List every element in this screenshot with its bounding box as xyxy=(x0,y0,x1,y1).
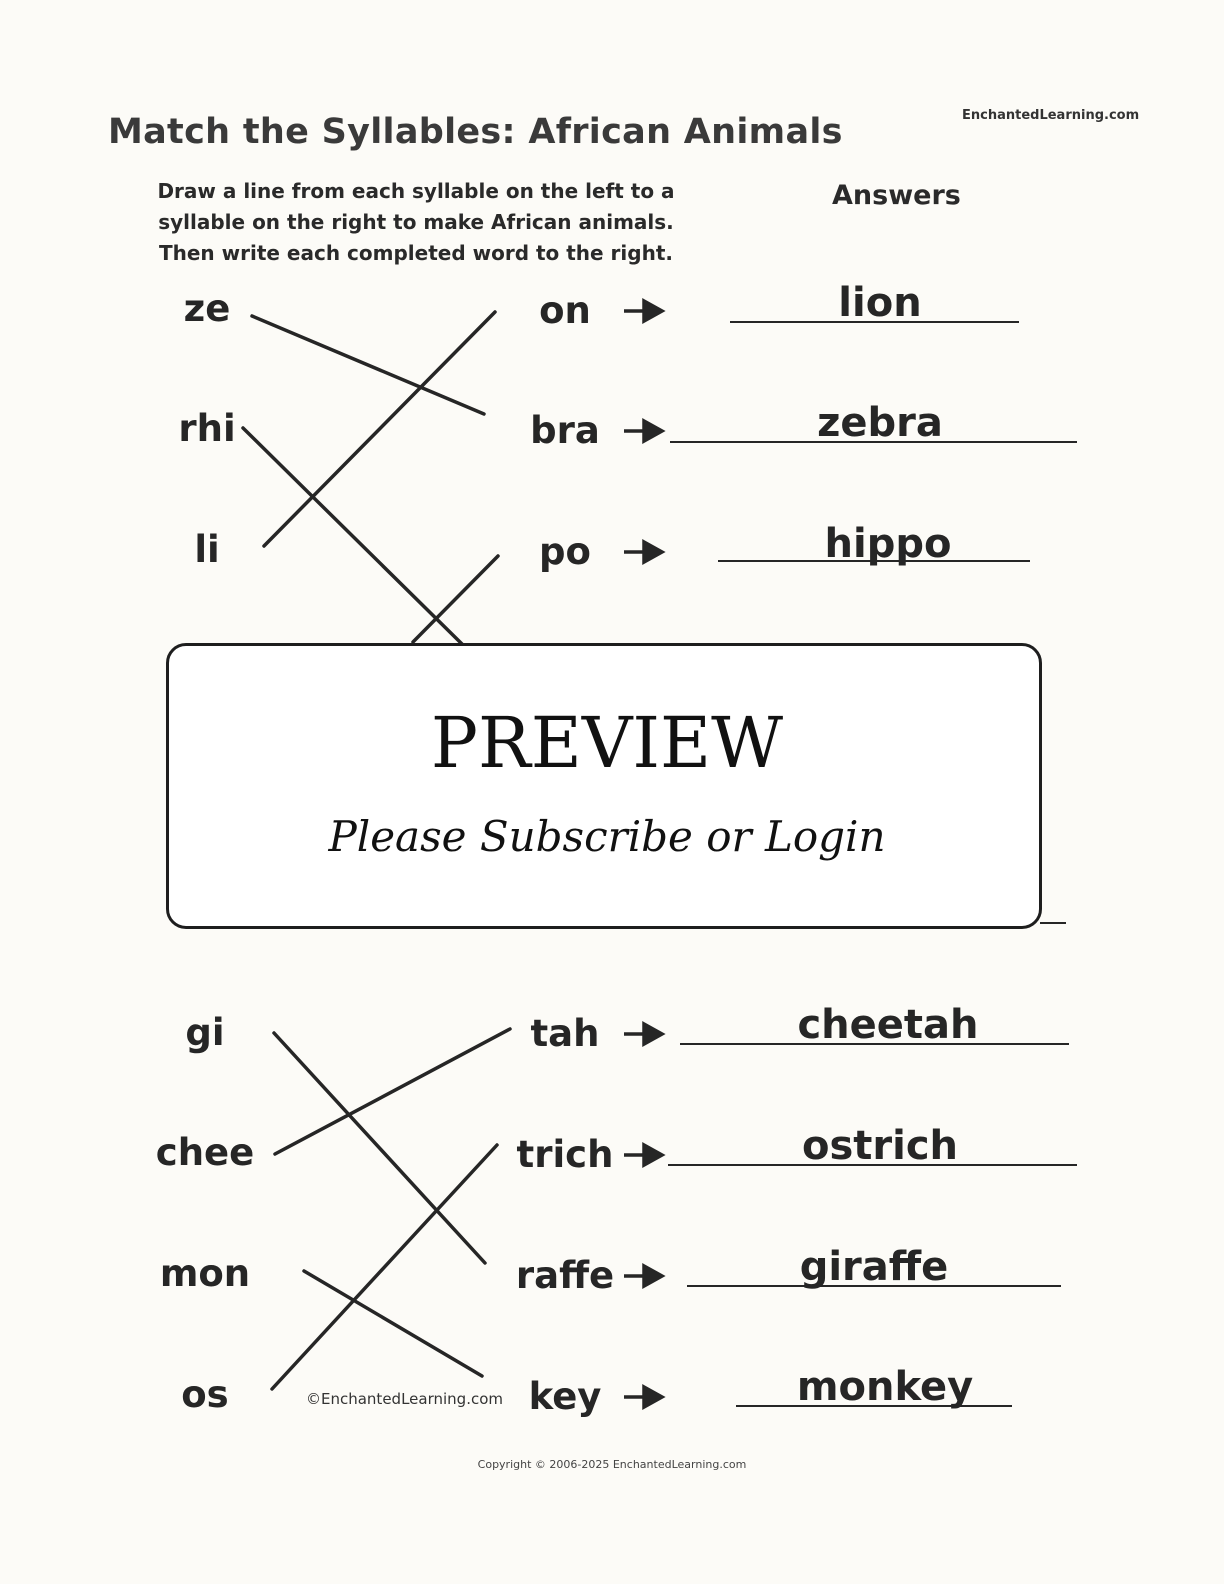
answer-word: hippo xyxy=(824,521,952,567)
match-line xyxy=(252,316,484,414)
arrow-icon xyxy=(624,1387,662,1407)
answer-word: zebra xyxy=(817,400,943,446)
right-syllable: key xyxy=(528,1375,602,1418)
arrow-icon xyxy=(624,1266,662,1286)
match-line xyxy=(264,312,495,546)
preview-title: PREVIEW xyxy=(430,702,784,784)
site-name[interactable]: EnchantedLearning.com xyxy=(962,108,1140,123)
match-line xyxy=(272,1145,497,1389)
right-syllable: tah xyxy=(530,1012,600,1055)
preview-overlay[interactable] xyxy=(166,643,1042,929)
answers-heading: Answers xyxy=(832,180,961,211)
match-line xyxy=(413,556,498,642)
subscribe-login-link[interactable]: Please Subscribe or Login xyxy=(328,812,886,861)
arrow-icon xyxy=(624,301,662,321)
left-syllable: ze xyxy=(183,287,231,330)
footer-copyright: Copyright © 2006-2025 EnchantedLearning.com xyxy=(477,1458,747,1471)
answer-word: monkey xyxy=(796,1364,974,1410)
inner-copyright: ©EnchantedLearning.com xyxy=(306,1390,503,1408)
answer-word: lion xyxy=(838,280,922,326)
arrow-icon xyxy=(624,542,662,562)
page-title: Match the Syllables: African Animals xyxy=(108,112,843,152)
answer-word: giraffe xyxy=(799,1244,949,1290)
left-syllable: gi xyxy=(185,1011,225,1054)
arrow-icon xyxy=(624,1145,662,1165)
arrow-icon xyxy=(624,1024,662,1044)
answer-word: cheetah xyxy=(797,1002,979,1048)
arrow-icon xyxy=(624,421,662,441)
left-syllable: mon xyxy=(159,1252,251,1295)
instructions-line-2: syllable on the right to make African animals. xyxy=(158,210,674,234)
right-syllable: po xyxy=(539,530,591,573)
right-syllable: bra xyxy=(530,409,600,452)
match-line xyxy=(275,1029,510,1154)
left-syllable: os xyxy=(181,1373,229,1416)
right-syllable: raffe xyxy=(515,1254,615,1297)
right-syllable: on xyxy=(539,289,591,332)
instructions-line-1: Draw a line from each syllable on the left to a xyxy=(157,179,675,203)
match-line xyxy=(274,1033,485,1263)
left-syllable: li xyxy=(194,528,220,571)
answer-word: ostrich xyxy=(801,1123,959,1169)
left-syllable: rhi xyxy=(178,407,236,450)
instructions-line-3: Then write each completed word to the right. xyxy=(158,241,673,265)
right-syllable: trich xyxy=(516,1133,614,1176)
left-syllable: chee xyxy=(155,1131,255,1174)
